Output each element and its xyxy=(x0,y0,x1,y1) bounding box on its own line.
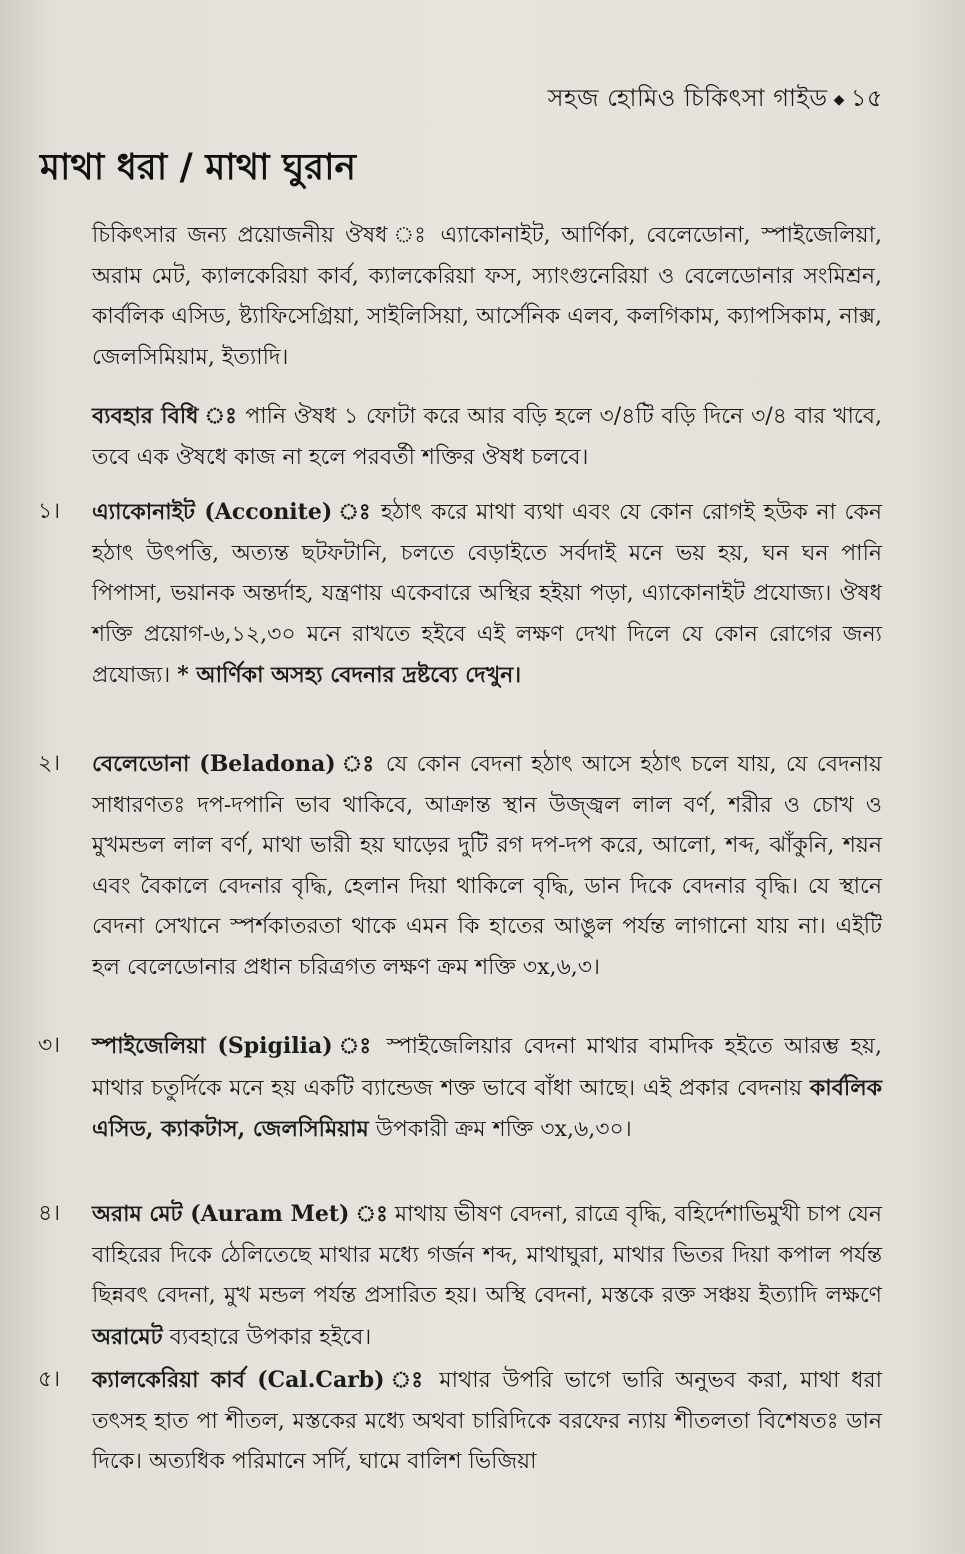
remedy-text: মাথার উপরি ভাগে ভারি অনুভব করা, মাথা ধরা তৎসহ হাত পা শীতল, মস্তকের মধ্যে অথবা চারিদিকে বরফের ন্যায় শীতলতা বিশেষতঃ ডান দিকে। অত্যধিক পরিমানে সর্দি, ঘামে বালিশ ভিজিয়া xyxy=(92,1368,882,1474)
intro-lead: চিকিৎসার জন্য প্রয়োজনীয় ঔষধ ঃ xyxy=(92,223,430,248)
remedy-note: * আর্ণিকা অসহ্য বেদনার দ্রষ্টব্যে দেখুন। xyxy=(177,662,522,688)
remedy-body xyxy=(92,1194,882,1358)
section-title: মাথা ধরা / মাথা ঘুরান xyxy=(40,146,357,188)
remedy-name: ক্যালকেরিয়া কার্ব (Cal.Carb) ঃ xyxy=(92,1367,428,1393)
remedy-name: এ্যাকোনাইট (Acconite) ঃ xyxy=(92,499,373,525)
remedy-text: যে কোন বেদনা হঠাৎ আসে হঠাৎ চলে যায়, যে বেদনায় সাধারণতঃ দপ-দপানি ভাব থাকিবে, আক্রান্ত স্থান উজ্জ্বল লাল বর্ণ, শরীর ও চোখ ও মুখমন্ডল লাল বর্ণ, মাথা ভারী হয় ঘাড়ের দুটি রগ দপ-দপ করে, আলো, শব্দ, ঝাঁকুনি, শয়ন এবং বৈকালে বেদনার বৃদ্ধি, হেলান দিয়া থাকিলে বৃদ্ধি, ডান দিকে বেদনার বৃদ্ধি। যে স্থানে বেদনা সেখানে স্পর্শকাতরতা থাকে এমন কি হাতের আঙুল পর্যন্ত লাগানো যায় না। এইটি হল বেলেডোনার প্রধান চরিত্রগত লক্ষণ ক্রম শক্তি ৩x,৬,৩। xyxy=(92,752,882,980)
remedy-tail-text: ব্যবহারে উপকার হইবে। xyxy=(169,1324,372,1350)
remedy-item xyxy=(38,1194,882,1358)
remedy-text: হঠাৎ করে মাথা ব্যথা এবং যে কোন রোগই হউক না কেন হঠাৎ উৎপত্তি, অত্যন্ত ছটফটানি, চলতে বেড়াইতে সর্বদাই মনে ভয় হয়, ঘন ঘন পানি পিপাসা, ভয়ানক অন্তর্দাহ, যন্ত্রণায় একেবারে অস্থির হইয়া পড়া, এ্যাকোনাইট প্রযোজ্য। ঔষধ শক্তি প্রয়োগ-৬,১২,৩০ মনে রাখতে হইবে এই লক্ষণ দেখা দিলে যে কোন রোগের জন্য প্রযোজ্য। xyxy=(92,500,882,688)
remedy-number: ৩। xyxy=(38,1033,61,1058)
remedy-item xyxy=(38,492,882,697)
remedy-body xyxy=(92,744,882,988)
remedy-item xyxy=(38,1360,882,1483)
remedy-body xyxy=(92,492,882,697)
remedy-number: ৪। xyxy=(38,1201,61,1226)
remedy-tail-text: উপকারী ক্রম শক্তি ৩x,৬,৩০। xyxy=(375,1117,632,1142)
usage-label: ব্যবহার বিধি ঃ xyxy=(92,403,238,429)
remedy-name: বেলেডোনা (Beladona) ঃ xyxy=(92,751,377,777)
remedy-number: ১। xyxy=(38,499,61,524)
usage-paragraph xyxy=(92,396,882,478)
remedy-bold-text: অরামেট xyxy=(92,1323,163,1350)
remedy-number: ২। xyxy=(38,751,61,776)
remedy-body xyxy=(92,1360,882,1483)
remedy-name: অরাম মেট (Auram Met) ঃ xyxy=(92,1201,388,1227)
remedy-text: স্পাইজেলিয়ার বেদনা মাথার বামদিক হইতে আরম্ভ হয়, মাথার চতুর্দিকে মনে হয় একটি ব্যান্ডেজ শক্ত ভাবে বাঁধা আছে। এই প্রকার বেদনায় xyxy=(92,1034,882,1101)
running-header xyxy=(548,80,883,120)
page-number: ১৫ xyxy=(850,84,883,112)
usage-text: পানি ঔষধ ১ ফোটা করে আর বড়ি হলে ৩/৪টি বড়ি দিনে ৩/৪ বার খাবে, তবে এক ঔষধে কাজ না হলে পরবর্তী শক্তির ঔষধ চলবে। xyxy=(92,404,882,470)
remedy-bold-text: কার্বলিক এসিড, ক্যাকটাস, জেলসিমিয়াম xyxy=(92,1074,882,1142)
remedy-body xyxy=(92,1026,882,1151)
remedy-number: ৫। xyxy=(38,1367,61,1392)
intro-text: এ্যাকোনাইট, আর্ণিকা, বেলেডোনা, স্পাইজেলিয়া, অরাম মেট, ক্যালকেরিয়া কার্ব, ক্যালকেরিয়া ফস, স্যাংগুনেরিয়া ও বেলেডোনার সংমিশ্রন, কার্বলিক এসিড, ষ্ট্যাফিসেগ্রিয়া, সাইলিসিয়া, আর্সেনিক এলব, কলগিকাম, ক্যাপসিকাম, নাক্স, জেলসিমিয়াম, ইত্যাদি। xyxy=(92,223,882,370)
remedy-name: স্পাইজেলিয়া (Spigilia) ঃ xyxy=(92,1033,376,1059)
remedy-text: মাথায় ভীষণ বেদনা, রাত্রে বৃদ্ধি, বহির্দেশাভিমুখী চাপ যেন বাহিরের দিকে ঠেলিতেছে মাথার মধ্যে গর্জন শব্দ, মাথাঘুরা, মাথার ভিতর দিয়া কপাল পর্যন্ত ছিন্নবৎ বেদনা, মুখ মন্ডল পর্যন্ত প্রসারিত হয়। অস্থি বেদনা, মস্তকে রক্ত সঞ্চয় ইত্যাদি লক্ষণে xyxy=(92,1202,883,1308)
running-title: সহজ হোমিও চিকিৎসা গাইড xyxy=(547,84,828,112)
remedy-item xyxy=(38,1026,882,1151)
intro-paragraph xyxy=(92,216,882,378)
diamond-icon: ◆ xyxy=(833,91,845,108)
remedy-item xyxy=(38,744,882,988)
